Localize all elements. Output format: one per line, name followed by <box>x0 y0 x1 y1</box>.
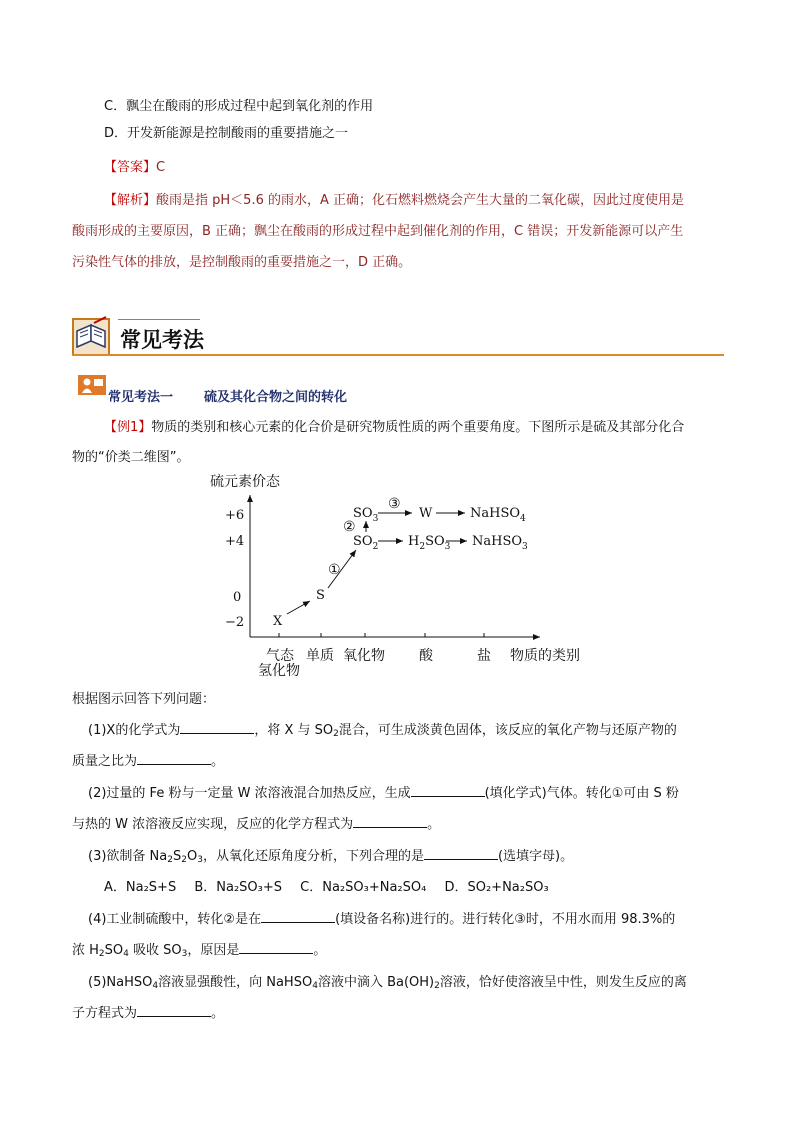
answer-blank[interactable] <box>411 783 485 797</box>
option-d: D．SO₂+Na₂SO₃ <box>444 880 549 895</box>
subsection-title: 硫及其化合物之间的转化 <box>204 390 348 405</box>
option-b: B．Na₂SO₃+S <box>194 880 283 895</box>
option-a: A．Na₂S+S <box>104 880 177 895</box>
example-tag: 【例1】 <box>104 420 152 435</box>
analysis-line-1: 【解析】酸雨是指 pH＜5.6 的雨水，A 正确；化石燃料燃烧会产生大量的二氧化碳，因此过度使用是 <box>104 193 685 208</box>
option-d: D．开发新能源是控制酸雨的重要措施之一 <box>104 126 349 141</box>
xcat-oxide: 氧化物 <box>343 648 385 664</box>
xcat-gas: 气态 <box>266 648 294 664</box>
node-so2: $SO_2$ <box>353 534 379 552</box>
ytick-0: 0 <box>233 590 242 605</box>
analysis-line-3: 污染性气体的排放，是控制酸雨的重要措施之一，D 正确。 <box>72 255 412 270</box>
answer-blank[interactable] <box>353 814 427 828</box>
arrow-x-to-s <box>287 601 310 614</box>
ytick-plus4: +4 <box>225 534 245 549</box>
question-1-line-1: (1)X的化学式为 ，将 X 与 $SO_2$混合，可生成淡黄色固体，该反应的氧化产物与还原产物的 <box>88 719 677 739</box>
node-x: X <box>273 614 283 629</box>
mark-1: ① <box>328 562 341 578</box>
question-3-line: (3)欲制备 $Na_2S_2O_3$，从氧化还原角度分析，下列合理的是 (选填字母)。 <box>88 845 573 865</box>
answer-value: C <box>156 160 166 175</box>
xcat-salt: 盐 <box>477 648 491 664</box>
question-5-line-2: 子方程式为 。 <box>72 1002 224 1021</box>
subsection-tag: 常见考法一 <box>108 390 174 405</box>
mark-3: ③ <box>388 496 401 512</box>
node-s: S <box>316 588 325 603</box>
answer-blank[interactable] <box>180 720 254 734</box>
ytick-plus6: +6 <box>225 508 245 523</box>
analysis-line-2: 酸雨形成的主要原因，B 正确；飘尘在酸雨的形成过程中起到催化剂的作用，C 错误；开发新能源可以产生 <box>72 224 684 239</box>
answer-blank[interactable] <box>239 940 313 954</box>
xcat-acid: 酸 <box>419 648 433 664</box>
option-c: C．飘尘在酸雨的形成过程中起到氧化剂的作用 <box>104 99 374 114</box>
mark-2: ② <box>343 519 356 535</box>
question-4-line-1: (4)工业制硫酸中，转化②是在 (填设备名称)进行的。进行转化③时，不用水而用 98.3%的 <box>88 908 675 927</box>
node-h2so3: $H_2SO_3$ <box>408 534 451 552</box>
questions-intro: 根据图示回答下列问题： <box>72 692 216 707</box>
xcat-hydride: 氢化物 <box>258 663 300 679</box>
ytick-minus2: −2 <box>225 615 245 630</box>
answer-blank[interactable] <box>424 846 498 860</box>
option-c: C．Na₂SO₃+Na₂SO₄ <box>300 880 427 895</box>
analysis-tag: 【解析】 <box>104 193 157 208</box>
question-1-line-2: 质量之比为 。 <box>72 750 224 769</box>
node-so3: $SO_3$ <box>353 506 379 524</box>
node-nahso3: NaHSO$_3$ <box>472 534 528 552</box>
answer-blank[interactable] <box>261 909 335 923</box>
question-4-line-2: 浓 $H_2SO_4$ 吸收 $SO_3$，原因是 。 <box>72 939 326 959</box>
question-3-options <box>104 876 549 895</box>
answer-tag: 【答案】 <box>104 160 157 175</box>
answer-blank[interactable] <box>137 751 211 765</box>
section-title: 常见考法 <box>120 328 204 352</box>
x-axis-label: 物质的类别 <box>510 648 580 664</box>
xcat-element: 单质 <box>306 648 334 664</box>
node-w: W <box>419 506 433 521</box>
question-2-line-1: (2)过量的 Fe 粉与一定量 W 浓溶液混合加热反应，生成 (填化学式)气体。转化①可由 S 粉 <box>88 782 679 801</box>
example-line-2: 物的“价类二维图”。 <box>72 450 190 465</box>
y-axis-label: 硫元素价态 <box>210 474 280 490</box>
question-2-line-2: 与热的 W 浓溶液反应实现，反应的化学方程式为 。 <box>72 813 440 832</box>
question-5-line-1: (5)NaHSO$_4$溶液显强酸性，向 NaHSO$_4$溶液中滴入 $Ba(OH)_2$溶液，恰好使溶液呈中性，则发生反应的离 <box>88 975 687 991</box>
node-nahso4: NaHSO$_4$ <box>470 506 526 524</box>
answer-blank[interactable] <box>137 1003 211 1017</box>
example-line-1: 【例1】物质的类别和核心元素的化合价是研究物质性质的两个重要角度。下图所示是硫及其部分化合 <box>104 420 685 435</box>
